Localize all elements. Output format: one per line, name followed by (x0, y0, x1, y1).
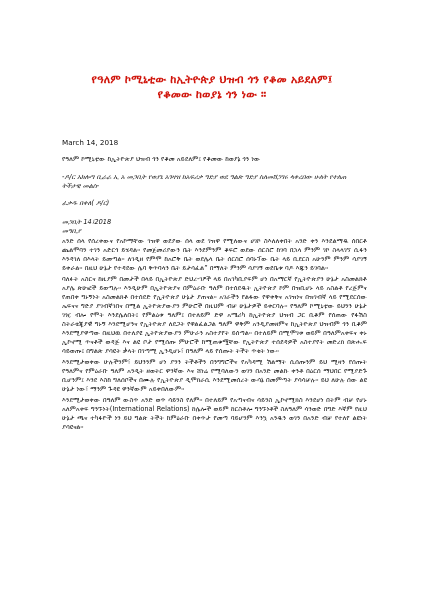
dateline: መጋቢት 14፤2018 (62, 218, 112, 226)
body-paragraph: አንድ ሰላ የሰረቀውና የአኮማቸው ገዝዋ ወደያው ሰላ ወደ ገዝዋ የሚለውና ሀገኮ ስእለለቀበት አንድ ቀን እንደልማዱ ሰበርቶ ጨልሞባን ተገን አድርጎ ይሄዳል። የመጀመሪያውን ቤት እንደምንም ቆፍሮ ወደው ሰርስሮ ከገባ በኋላ ምንም ገኮ ስላላገኘ ሲፋን እንዳገለ በእላት ይመጣል። ለገዲዘ የምሞ ከአሮቅ ቤት ወደሌላ ቤት ሰርስሮ ሰባኑፕው ቤት ላይ ቢደርስ አሁንም ምንም ሳያገኝ ይቀራል። በዚህ ሁኔታ የተዳደው ሌባ ቅጥባላን ቤት ይታሳፈል” በማለት ምንም ሳያገኝ ወደቤቱ ባዶ እጁን ይገባል። (62, 237, 367, 272)
addressee-line: -ዶ/ር አክሎግ ቢራራ ኢ አ መጋቢት የወያኔ አገዛዝ ከአፍሪቃ ግድያ ወደ ግልጽ ግድያ ስለመሸጋገሩ ላቀረበው ሁለት የተለጠ ትችታዊ መልስ- (62, 173, 347, 190)
document-body (62, 138, 367, 434)
body-paragraph: ባለፉት አስርና ከዚያም በመታች በላይ በኢትዮጵያ ድህረ-ገፆች ላይ በአገካቢያፍም ሆነ በአማርኛ የኢትዮጵያን ሁኔታ አስመልክቶ አያሌ ጽሁፎች ይወጣሉ። እንዲሁም በኢትዮጵያና በምዕራቡ ዓለም በተሰደዱት ኢትዮጵያ ኮም በዝቢሆኑ ላይ አስልቶ የረጅምና የጠበቀ ግኑኝነት አስመልክቶ በተሰደድ የኢትዮጵያ ሁኔታ ያጠናል። አገራችን የልፋው የዋቀቅና አገዝነና በዝገብኛ ላይ የሚደርሰው ኤፍናና ግድያ ያገብኛገበና በሚል ኢትዮጵያውያን ምሁሮች በዚህም ብቻ ሁኔታዎች ይቀርባሉ። የዓለም ኮሚኒቲው ይህንን ሁኔታ ገዢ ብሎ የሞት እንደሌለበት፤ የምልዕቱ ዓለም፤ በተለይም ድዋ አሜሪካ ከኢትዮጵያ ህዝብ ጋር ቢቆም የሰጠው የፋሽስ ስትራቴጂያዊ ግኑኝ እንደሚሆንና የኢትዮጵያ ለደጋት የዋልፈልጋል ዓለም ዋቅም አንዲያመዘምና ከኢትዮጵያ ህዝብም ጎን ቢቆም እንደሚያዋጣው በዚህዉ በተለያዩ ኢትዮጵያውያን ምሁራን አስተያየት ይሰጣል። በተለይም በሚሞገቱ ወይም በዓለምአቀፍና ቀኑ ኢኮኖሚ ጥናቶች ወዳጅ እና ልዩ ቦታ የሚሰጡ ምሁሮች ከሚጠቁሟቸው የኢትዮጵያ ተሰደዳዎች አስተያየት መድረክ በጽሑፍ ሳይወጡ፤ በግልጽ ያሳዩት ቃላት በገጣሚ ኢንዲሆኑ፣ በዓለም ላይ የሰጡት ትችት ጥቂት ነው። (62, 275, 367, 355)
body-paragraph: እንደሚታወቀው በዓለም ውስጥ አንድ ወጥ ሳይንስ የለም። በተለይም የአጣናብና ሳይንስ ኢኮኖሚክስ እንደሆነ በትም ብቻ የሆኑ አለምአቀፍ ግንኙነት(International Relations) ከሌሎች ወይም ከርስቶሎ ግንኙነቶች ስለዓለም ሳንወድ በግድ እኛም የዚህ ሁኔታ ጫና ተካፋዮች ነን ይህ ግልጽ ትችት ከምዕራቡ በቀጥታ የመጣ ባይሆንም እንኳ አንዱን ወገን በአንድ ብቻ የተለየ ልዩነት ያሳዩናል። (62, 396, 367, 431)
document-title (0, 72, 424, 102)
title-line-2: የቆመው ከወያኔ ጎን ነው ። (157, 88, 267, 101)
author-name: ፈቃዱ በቀለ( ዶ/ር) (62, 199, 110, 207)
title-line-1: የዓለም ኮሚኒቲው ከኢትዮጵያ ህዝብ ጎን የቆመ አይደለም፤ (91, 73, 333, 86)
document-subject: የዓለም ኮሚኒቲው ከኢትዮጵያ ህዝብ ጎን የቆመ አይደለም፤ የቆመው ከወያኔ ጎን ነው (62, 155, 261, 163)
section-heading-introduction: መግቢያ (62, 227, 81, 235)
body-paragraph: እንደሚታወቀው ሁሉችንም፣ ይህንንም ሆነ ያንን ትችቶችን በንግግሮችና የአካዳሚ ሽልማት ሲሰጡንም ይህ ሚዛን የሰጡት የዓለምና የምዕራቡ ዓለም አንዲት ዘወትር ዋንኛው እና ሸነሬ የሚባለውን ወገን በአንድ መልኩ ቀንቶ በዕርሰ ማህበር የሚያድጉ ቢሆንም፤ እንደ እስከ ግለሰቦችና በሙሉ የኢትዮጵያ ዲሞክራሲ እንደሚመሰረት ውሳኔ በመምጣት ያሳሳቻሉ። ይህ ለሁሉ ሰው ልዩ ሁኔታ ነው፣ ማንም ጉዳዩ ዋንኛውም አይቀበለውም። (62, 358, 367, 393)
document-date: March 14, 2018 (62, 138, 119, 147)
